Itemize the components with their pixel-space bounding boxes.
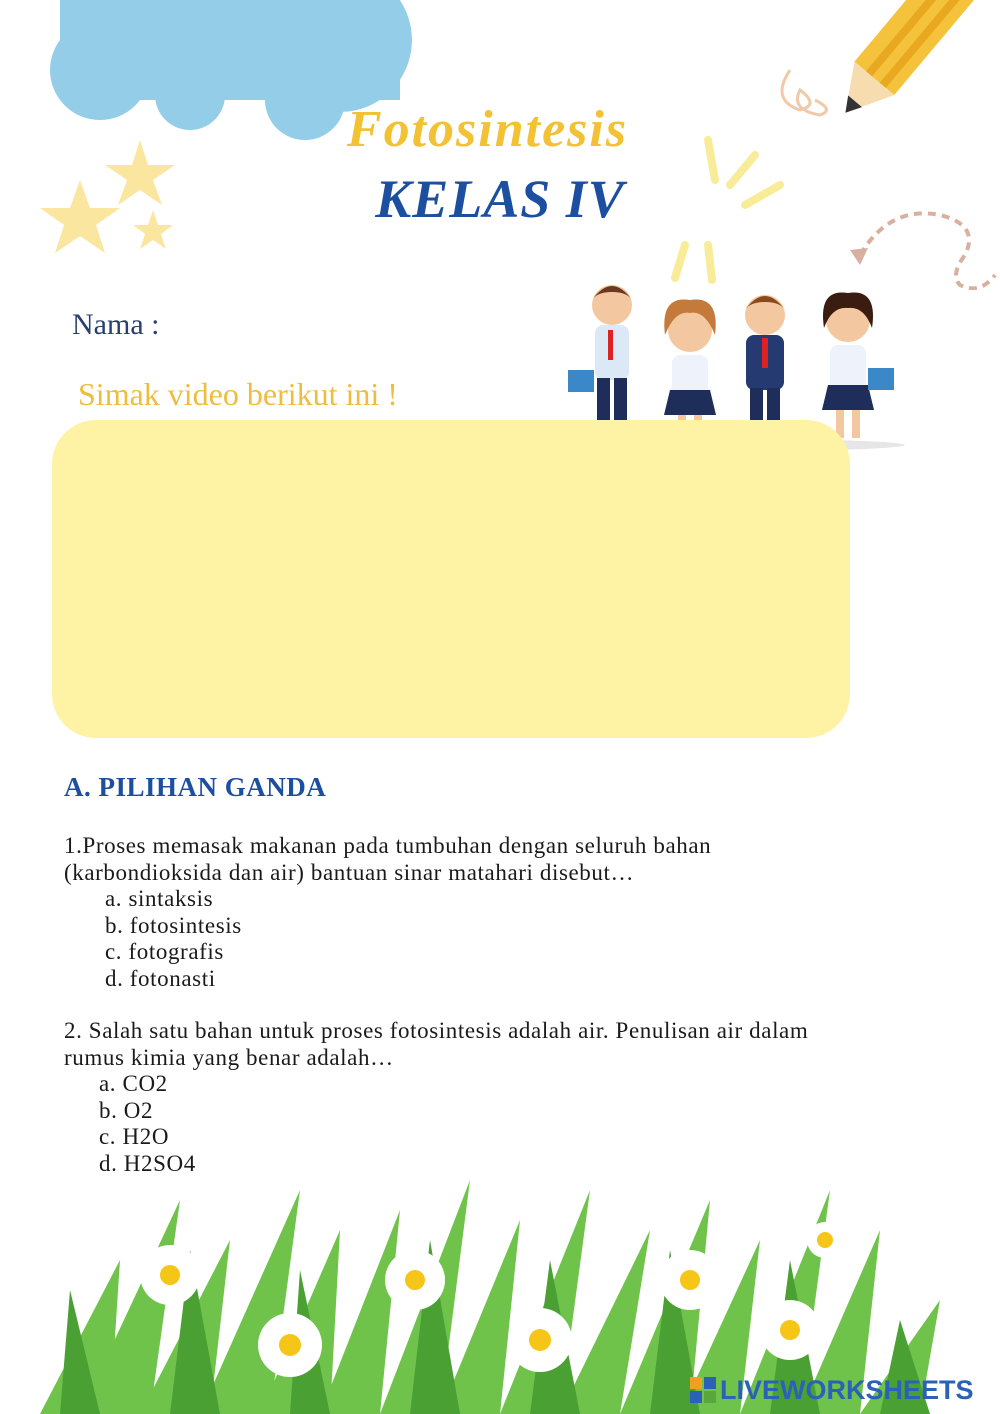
worksheet-title: Fotosintesis: [346, 101, 629, 158]
answer-option[interactable]: a. CO2: [99, 1071, 168, 1096]
question-2: [64, 1018, 964, 1177]
name-label: Nama :: [72, 308, 160, 341]
video-instruction: Simak video berikut ini !: [78, 376, 398, 412]
answer-option[interactable]: b. fotosintesis: [105, 912, 242, 938]
answer-option[interactable]: d. fotonasti: [105, 965, 216, 991]
answer-option[interactable]: c. fotografis: [105, 939, 224, 964]
question-text-line: 1.Proses memasak makanan pada tumbuhan dengan seluruh bahan: [64, 833, 712, 858]
liveworksheets-icon: [690, 1377, 716, 1403]
question-text-line: rumus kimia yang benar adalah…: [64, 1044, 394, 1070]
question-1: [64, 833, 964, 992]
answer-option[interactable]: b. O2: [99, 1097, 154, 1123]
video-placeholder[interactable]: [52, 420, 850, 738]
answer-option[interactable]: c. H2O: [99, 1124, 170, 1149]
liveworksheets-logo: [690, 1372, 990, 1408]
question-text-line: 2. Salah satu bahan untuk proses fotosintesis adalah air. Penulisan air dalam: [64, 1018, 809, 1043]
answer-option[interactable]: a. sintaksis: [105, 886, 214, 911]
question-text-line: (karbondioksida dan air) bantuan sinar matahari disebut…: [64, 859, 635, 885]
section-title: A. PILIHAN GANDA: [64, 772, 327, 802]
class-subtitle: KELAS IV: [375, 169, 625, 229]
answer-option[interactable]: d. H2SO4: [99, 1150, 196, 1176]
brand-text: LIVEWORKSHEETS: [720, 1374, 974, 1405]
